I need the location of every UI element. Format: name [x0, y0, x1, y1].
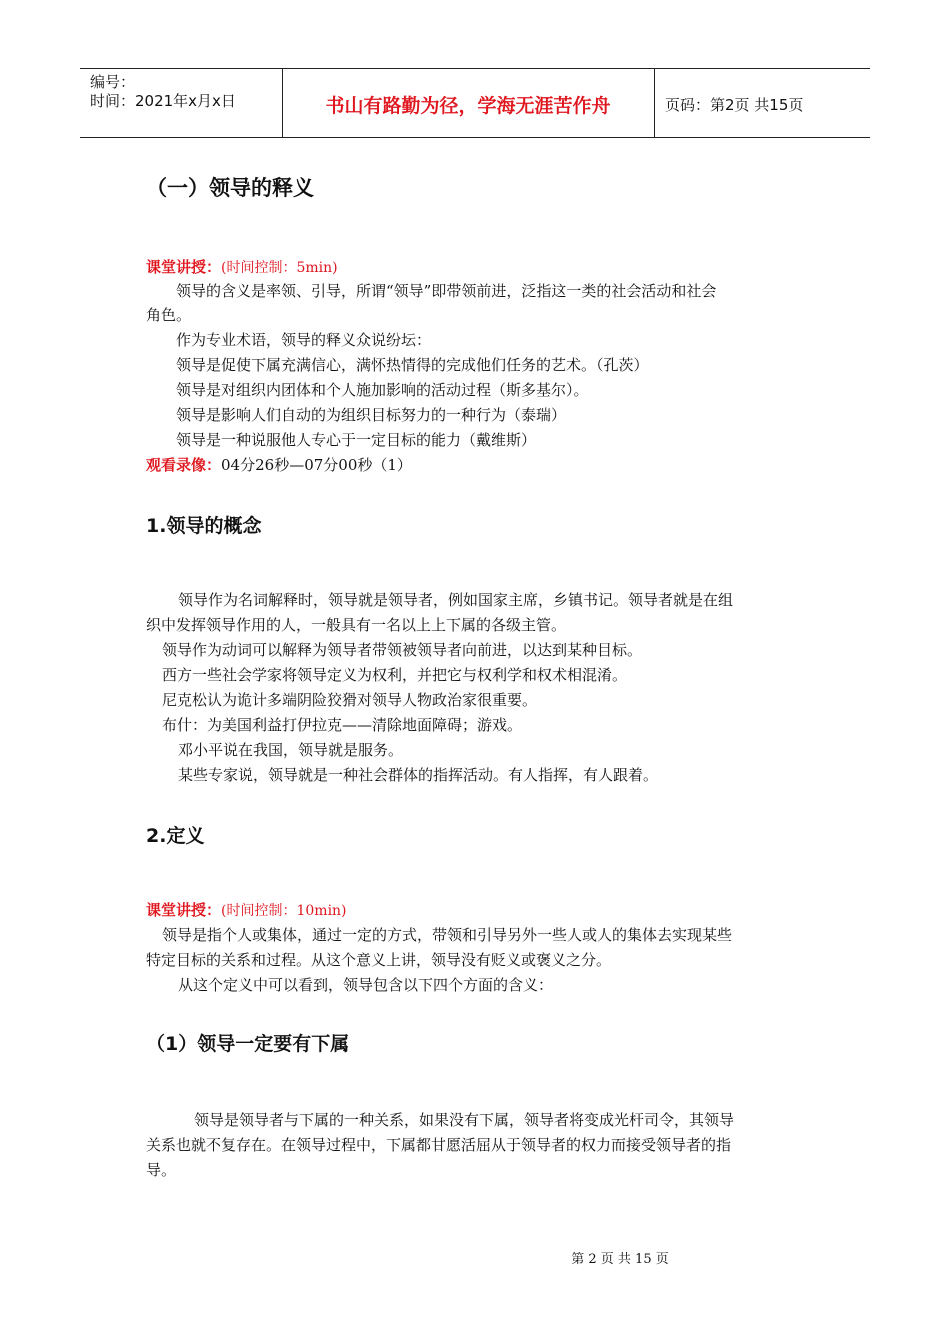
body-line: 西方一些社会学家将领导定义为权利，并把它与权利学和权术相混淆。: [162, 666, 628, 684]
body-line: 领导是领导者与下属的一种关系，如果没有下属，领导者将变成光杆司令，其领导: [194, 1111, 735, 1129]
header-page-info: 页码：第2页 共15页: [665, 96, 804, 114]
body-line: 关系也就不复存在。在领导过程中，下属都甘愿活屈从于领导者的权力而接受领导者的指: [146, 1136, 732, 1154]
body-line: 领导是一种说服他人专心于一定目标的能力（戴维斯）: [176, 431, 537, 449]
body-line: 领导作为名词解释时，领导就是领导者，例如国家主席，乡镇书记。领导者就是在组: [178, 591, 734, 609]
header-meta: [90, 73, 236, 111]
body-line: 织中发挥领导作用的人，一般具有一名以上上下属的各级主管。: [146, 616, 567, 634]
body-line: 领导是对组织内团体和个人施加影响的活动过程（斯多基尔）。: [176, 381, 589, 399]
header-divider: [654, 69, 655, 137]
heading-subordinates: （1）领导一定要有下属: [146, 1033, 350, 1055]
lecture-label: 课堂讲授：: [146, 901, 222, 919]
body-line: 尼克松认为诡计多端阴险狡猾对领导人物政治家很重要。: [162, 691, 538, 709]
video-time: 04分26秒—07分00秒（1）: [221, 456, 412, 474]
header-number: 编号：: [90, 73, 136, 91]
body-line: 领导是影响人们自动的为组织目标努力的一种行为（泰瑞）: [176, 406, 567, 424]
section-title: （一）领导的释义: [146, 176, 314, 200]
page-header: [80, 68, 870, 138]
body-line: 领导是促使下属充满信心，满怀热情得的完成他们任务的艺术。（孔茨）: [176, 356, 649, 374]
lecture-label: 课堂讲授：: [146, 258, 222, 276]
body-line: 从这个定义中可以看到，领导包含以下四个方面的含义：: [178, 976, 554, 994]
body-line: 作为专业术语，领导的释义众说纷坛：: [176, 331, 432, 349]
time-control-note: (时间控制：5min): [221, 260, 338, 276]
heading-definition: 2.定义: [146, 825, 205, 847]
heading-concept: 1.领导的概念: [146, 515, 262, 537]
video-label: 观看录像：: [146, 456, 222, 474]
body-line: 布什：为美国利益打伊拉克——清除地面障碍；游戏。: [162, 716, 523, 734]
body-line: 导。: [146, 1161, 177, 1179]
body-line: 邓小平说在我国，领导就是服务。: [178, 741, 404, 759]
header-time: 时间：2021年x月x日: [90, 92, 236, 110]
page-footer: 第 2 页 共 15 页: [571, 1252, 669, 1267]
header-motto: 书山有路勤为径，学海无涯苦作舟: [325, 95, 611, 117]
body-line: 特定目标的关系和过程。从这个意义上讲，领导没有贬义或褒义之分。: [146, 951, 612, 969]
video-line: [146, 454, 412, 475]
time-control-note: (时间控制：10min): [221, 903, 347, 919]
body-line: 某些专家说，领导就是一种社会群体的指挥活动。有人指挥，有人跟着。: [178, 766, 659, 784]
body-line: 领导作为动词可以解释为领导者带领被领导者向前进，以达到某种目标。: [162, 641, 643, 659]
body-line: 领导的含义是率领、引导，所谓“领导”即带领前进，泛指这一类的社会活动和社会: [176, 282, 717, 300]
body-line: 领导是指个人或集体，通过一定的方式，带领和引导另外一些人或人的集体去实现某些: [162, 926, 733, 944]
lecture-line: [146, 256, 338, 277]
lecture-line: [146, 899, 347, 920]
body-line: 角色。: [146, 306, 192, 324]
